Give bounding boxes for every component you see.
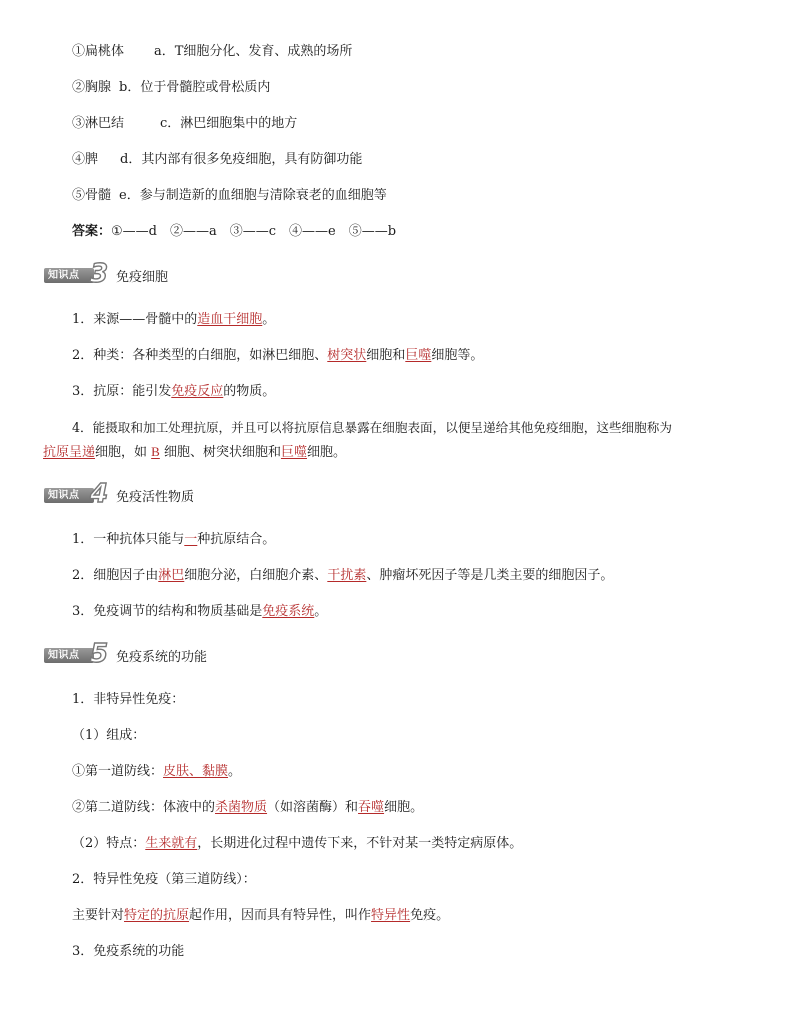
text-line: 3．免疫调节的结构和物质基础是免疫系统。 <box>72 604 328 619</box>
text-line: 1．非特异性免疫： <box>72 692 185 707</box>
section-heading-5 <box>44 639 208 669</box>
answer-blank: 生来就有 <box>145 836 198 851</box>
answer-blank: 抗原呈递 <box>43 445 96 460</box>
answer-blank: 巨噬 <box>280 445 307 460</box>
answer-blank: 一 <box>184 532 198 547</box>
text-line: 3．抗原：能引发免疫反应的物质。 <box>72 384 276 399</box>
section-heading-4 <box>44 479 195 509</box>
answer-blank: 淋巴 <box>158 568 185 583</box>
text-line: 1．来源——骨髓中的造血干细胞。 <box>72 312 276 327</box>
match-item-3: ③淋巴结 c．淋巴细胞集中的地方 <box>72 116 298 131</box>
answer-label: 答案： <box>72 224 112 239</box>
text-line: 2．特异性免疫（第三道防线）： <box>72 872 256 887</box>
match-item-5: ⑤骨髓 e．参与制造新的血细胞与清除衰老的血细胞等 <box>72 188 387 203</box>
knowledge-point-badge: 知识点 4 <box>44 482 114 508</box>
answer-blank: 皮肤、黏膜 <box>163 764 229 779</box>
match-item-4: ④脾 d．其内部有很多免疫细胞，具有防御功能 <box>72 152 363 167</box>
answer-blank: 巨噬 <box>405 348 432 363</box>
answer-blank: 干扰素 <box>327 568 367 583</box>
answer-text: ①——d ②——a ③——c ④——e ⑤——b <box>111 224 397 239</box>
text-line: 4．能摄取和加工处理抗原，并且可以将抗原信息暴露在细胞表面，以便呈递给其他免疫细胞，这些细胞称为 <box>72 420 672 435</box>
text-line: 抗原呈递细胞，如 B 细胞、树突状细胞和巨噬细胞。 <box>43 444 346 460</box>
knowledge-point-badge: 知识点 3 <box>44 262 114 288</box>
text-line: 3．免疫系统的功能 <box>72 944 185 959</box>
answer-blank: 特定的抗原 <box>124 908 190 923</box>
answer-blank: 树突状 <box>327 348 367 363</box>
text-line: ①第一道防线：皮肤、黏膜。 <box>72 764 242 779</box>
text-line: 1．一种抗体只能与一种抗原结合。 <box>72 532 276 547</box>
text-line: （1）组成： <box>72 728 146 743</box>
section-title: 免疫系统的功能 <box>116 650 208 665</box>
text-line: 2．细胞因子由淋巴细胞分泌，白细胞介素、干扰素、肿瘤坏死因子等是几类主要的细胞因子。 <box>72 568 614 583</box>
text-line: ②第二道防线：体液中的杀菌物质（如溶菌酶）和吞噬细胞。 <box>72 800 424 815</box>
knowledge-point-badge: 知识点 5 <box>44 642 114 668</box>
section-heading-3 <box>44 259 169 289</box>
text-line: （2）特点：生来就有，长期进化过程中遗传下来，不针对某一类特定病原体。 <box>72 836 523 851</box>
answer-line <box>72 222 396 242</box>
answer-blank: B <box>151 444 160 459</box>
text-line: 2．种类：各种类型的白细胞，如淋巴细胞、树突状细胞和巨噬细胞等。 <box>72 348 484 363</box>
match-item-2: ②胸腺 b．位于骨髓腔或骨松质内 <box>72 80 271 95</box>
text-line: 主要针对特定的抗原起作用，因而具有特异性，叫作特异性免疫。 <box>72 908 450 923</box>
answer-blank: 免疫系统 <box>262 604 315 619</box>
answer-blank: 吞噬 <box>358 800 385 815</box>
match-item-1: ①扁桃体 a．T细胞分化、发育、成熟的场所 <box>72 44 353 59</box>
section-title: 免疫细胞 <box>116 270 169 285</box>
section-title: 免疫活性物质 <box>116 490 195 505</box>
answer-blank: 杀菌物质 <box>215 800 268 815</box>
answer-blank: 免疫反应 <box>171 384 224 399</box>
answer-blank: 特异性 <box>371 908 411 923</box>
answer-blank: 造血干细胞 <box>197 312 263 327</box>
